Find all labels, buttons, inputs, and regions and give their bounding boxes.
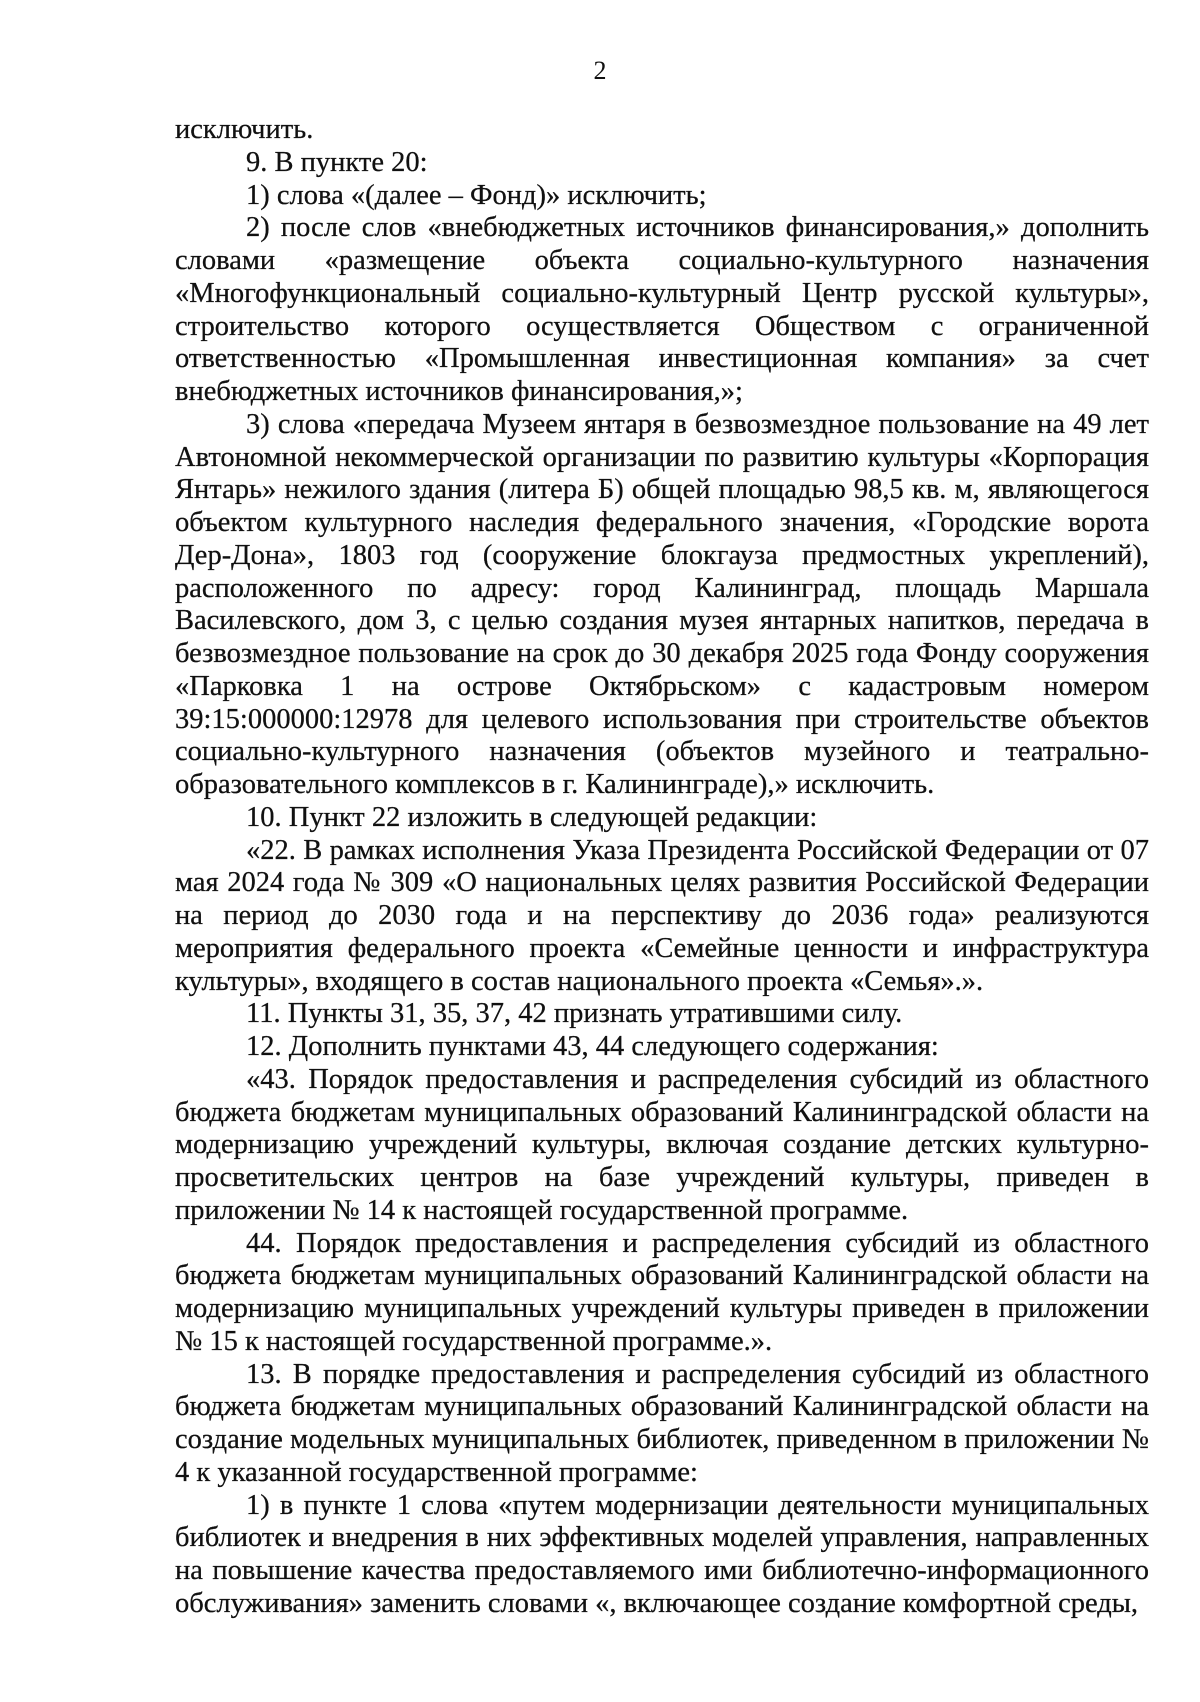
document-body: [175, 114, 1149, 1621]
page-number: 2: [593, 56, 607, 85]
paragraph: «43. Порядок предоставления и распределения субсидий из областного бюджета бюджетам муниципальных образований Калининградской области на модернизацию учреждений культуры, включая создание детских культурно-просветительских центров на базе учреждений культуры, приведен в приложении № 14 к настоящей государственной программе.: [175, 1063, 1149, 1226]
paragraph: 10. Пункт 22 изложить в следующей редакции:: [246, 801, 818, 833]
paragraph: 1) слова «(далее – Фонд)» исключить;: [246, 179, 707, 211]
paragraph: 13. В порядке предоставления и распределения субсидий из областного бюджета бюджетам муниципальных образований Калининградской области на создание модельных муниципальных библиотек, приведенном в приложении № 4 к указанной государственной программе:: [175, 1358, 1149, 1488]
paragraph: 2) после слов «внебюджетных источников финансирования,» дополнить словами «размещение объекта социально-культурного назначения «Многофункциональный социально-культурный Центр русской культуры», строительство которого осуществляется Обществом с ограниченной ответственностью «Промышленная инвестиционная компания» за счет внебюджетных источников финансирования,»;: [175, 212, 1149, 407]
paragraph: 11. Пункты 31, 35, 37, 42 признать утратившими силу.: [246, 998, 903, 1030]
paragraph: исключить.: [175, 114, 314, 145]
paragraph: 44. Порядок предоставления и распределения субсидий из областного бюджета бюджетам муниципальных образований Калининградской области на модернизацию муниципальных учреждений культуры приведен в приложении № 15 к настоящей государственной программе.».: [175, 1227, 1149, 1357]
paragraph: 12. Дополнить пунктами 43, 44 следующего содержания:: [246, 1031, 939, 1062]
paragraph: «22. В рамках исполнения Указа Президента Российской Федерации от 07 мая 2024 года № 309 «О национальных целях развития Российской Федерации на период до 2030 года и на перспективу до 2036 года» реализуются мероприятия федерального проекта «Семейные ценности и инфраструктура культуры», входящего в состав национального проекта «Семья».».: [175, 834, 1149, 997]
paragraph: 9. В пункте 20:: [246, 146, 428, 178]
paragraph: 1) в пункте 1 слова «путем модернизации деятельности муниципальных библиотек и внедрения в них эффективных моделей управления, направленных на повышение качества предоставляемого ими библиотечно-информационного обслуживания» заменить словами «, включающее создание комфортной среды,: [175, 1489, 1149, 1619]
paragraph: 3) слова «передача Музеем янтаря в безвозмездное пользование на 49 лет Автономной некоммерческой организации по развитию культуры «Корпорация Янтарь» нежилого здания (литера Б) общей площадью 98,5 кв. м, являющегося объектом культурного наследия федерального значения, «Городские ворота Дер-Дона», 1803 год (сооружение блокгауза предмостных укреплений), расположенного по адресу: город Калининград, площадь Маршала Василевского, дом 3, с целью создания музея янтарных напитков, передача в безвозмездное пользование на срок до 30 декабря 2025 года Фонду сооружения «Парковка 1 на острове Октябрьском» с кадастровым номером 39:15:000000:12978 для целевого использования при строительстве объектов социально-культурного назначения (объектов музейного и театрально-образовательного комплексов в г. Калининграде),» исключить.: [175, 408, 1149, 800]
